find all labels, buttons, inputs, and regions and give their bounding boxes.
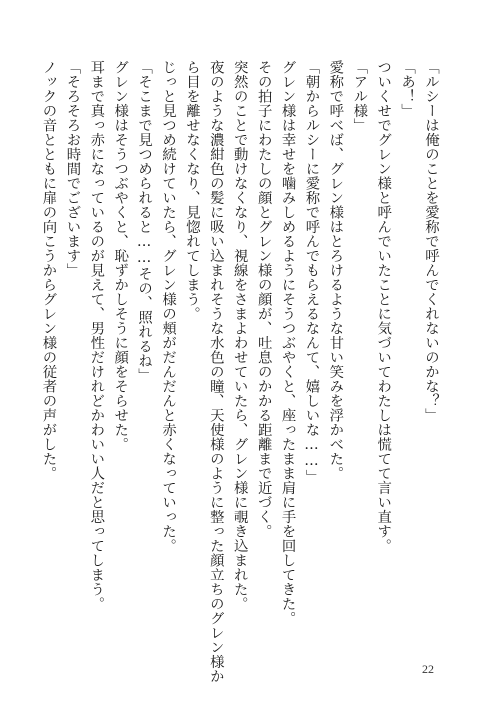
text-line: 「アル様」 (351, 60, 368, 133)
text-line: 耳まで真っ赤になっているのが見えて、男性だけれどかわいい人だと思ってしまう。 (88, 60, 105, 611)
text-line: グレン様は幸せを噛みしめるようにそうつぶやくと、座ったまま肩に手を回してきた。 (279, 60, 296, 626)
text-line: グレン様はそうつぶやくと、恥ずかしそうに顔をそらせた。 (112, 60, 129, 452)
text-line: 夜のような濃紺色の髪に吸い込まれそうな水色の瞳、天使様のように整った顔立ちのグレン様か (207, 60, 224, 684)
text-line: ついくせでグレン様と呼んでいたことに気づいてわたしは慌てて言い直す。 (375, 60, 392, 553)
text-line: ノックの音とともに扉の向こうからグレン様の従者の声がした。 (40, 60, 57, 481)
text-line: 「あ！」 (399, 60, 416, 118)
text-line: 「そろそろお時間でございます」 (64, 60, 81, 278)
text-line: じっと見つめ続けていたら、グレン様の頬がだんだんと赤くなっていった。 (160, 60, 177, 553)
text-line: 「朝からルシーに愛称で呼んでもらえるなんて、嬉しいな……」 (303, 60, 320, 484)
text-line: ら目を離せなくなり、見惚れてしまう。 (183, 60, 200, 321)
text-line: その拍子にわたしの顔とグレン様の顔が、吐息のかかる距離まで近づく。 (255, 60, 272, 539)
text-line: 突然のことで動けなくなり、視線をさまよわせていたら、グレン様に覗き込まれた。 (231, 60, 248, 611)
text-line: 「そこまで見つめられると……その、照れるね」 (136, 60, 153, 383)
text-line: 愛称で呼べば、グレン様はとろけるような甘い笑みを浮かべた。 (327, 60, 344, 481)
page-number: 22 (422, 662, 434, 676)
text-line: 「ルシーは俺のことを愛称で呼んでくれないのかな？」 (423, 60, 439, 423)
